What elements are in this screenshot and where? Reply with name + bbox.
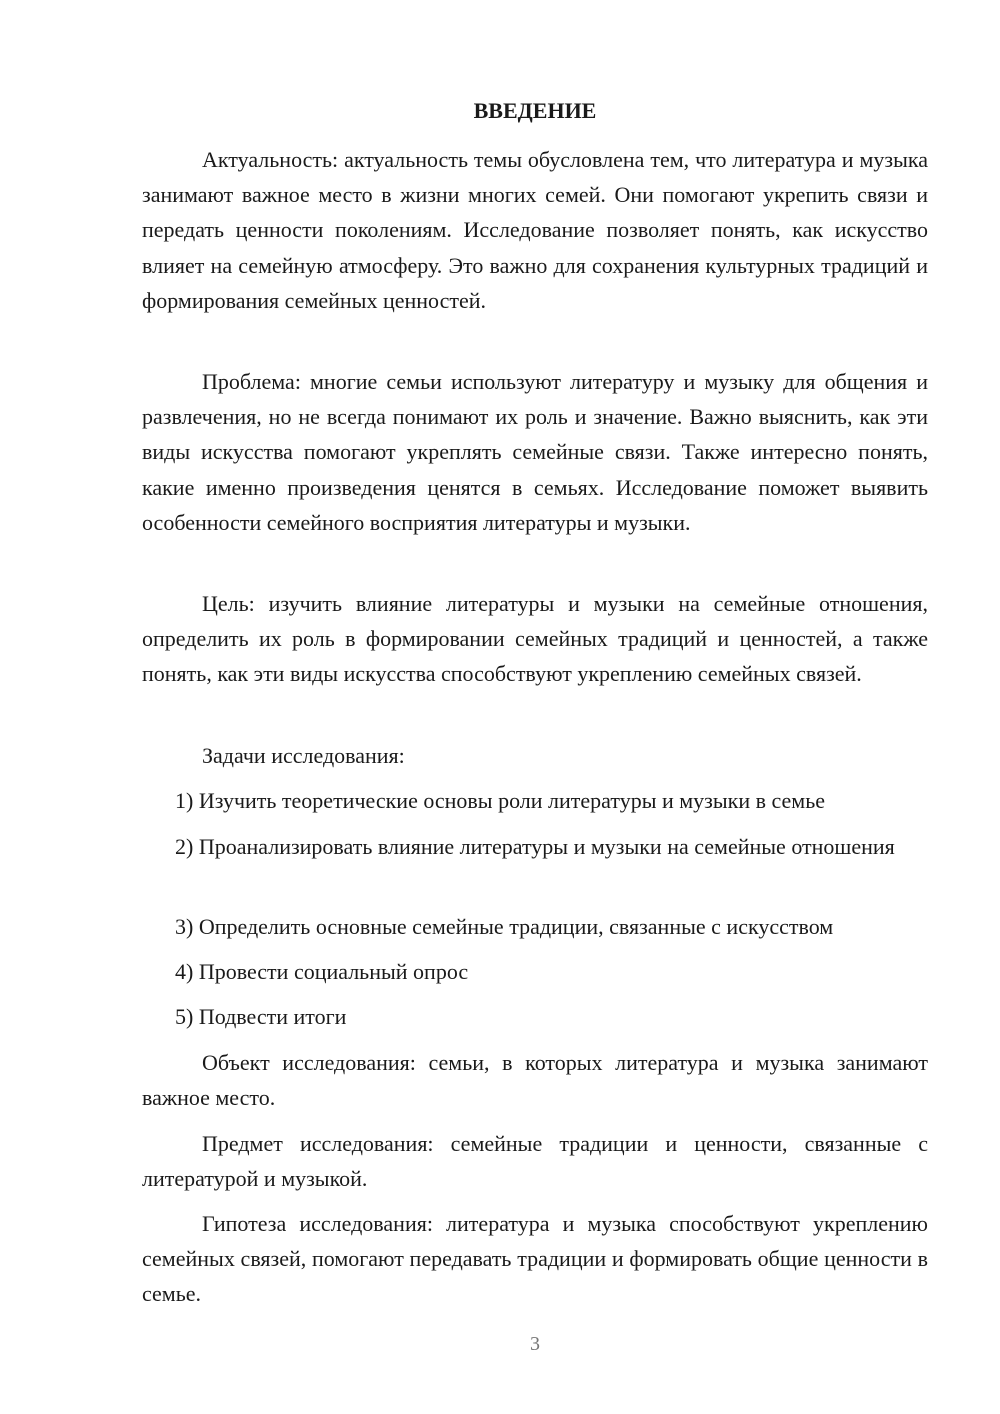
paragraph-object: Объект исследования: семьи, в которых литература и музыка занимают важное место.: [142, 1050, 928, 1111]
section-title: ВВЕДЕНИЕ: [473, 98, 597, 123]
tasks-heading: Задачи исследования:: [202, 743, 405, 768]
task-item-3: 3) Определить основные семейные традиции, связанные с искусством: [175, 914, 834, 939]
task-item-5: 5) Подвести итоги: [175, 1004, 347, 1029]
paragraph-problem: Проблема: многие семьи используют литературу и музыку для общения и развлечения, но не всегда понимают их роль и значение. Важно выяснить, как эти виды искусства помогают укреплять семейные связи. Также интересно понять, какие именно произведения ценятся в семьях. Исследование поможет выявить особенности семейного восприятия литературы и музыки.: [142, 369, 928, 535]
paragraph-subject: Предмет исследования: семейные традиции и ценности, связанные с литературой и музыкой.: [142, 1131, 928, 1192]
paragraph-goal: Цель: изучить влияние литературы и музыки на семейные отношения, определить их роль в формировании семейных традиций и ценностей, а также понять, как эти виды искусства способствуют укреплению семейных связей.: [142, 591, 928, 687]
paragraph-relevance: Актуальность: актуальность темы обусловлена тем, что литература и музыка занимают важное место в жизни многих семей. Они помогают укрепить связи и передать ценности поколениям. Исследование позволяет понять, как искусство влияет на семейную атмосферу. Это важно для сохранения культурных традиций и формирования семейных ценностей.: [142, 147, 928, 313]
paragraph-hypothesis: Гипотеза исследования: литература и музыка способствуют укреплению семейных связей, помогают передавать традиции и формировать общие ценности в семье.: [142, 1211, 928, 1307]
task-item-2: 2) Проанализировать влияние литературы и музыки на семейные отношения: [175, 834, 895, 859]
page-number: 3: [530, 1333, 540, 1355]
task-item-1: 1) Изучить теоретические основы роли литературы и музыки в семье: [175, 788, 826, 813]
task-item-4: 4) Провести социальный опрос: [175, 959, 469, 984]
